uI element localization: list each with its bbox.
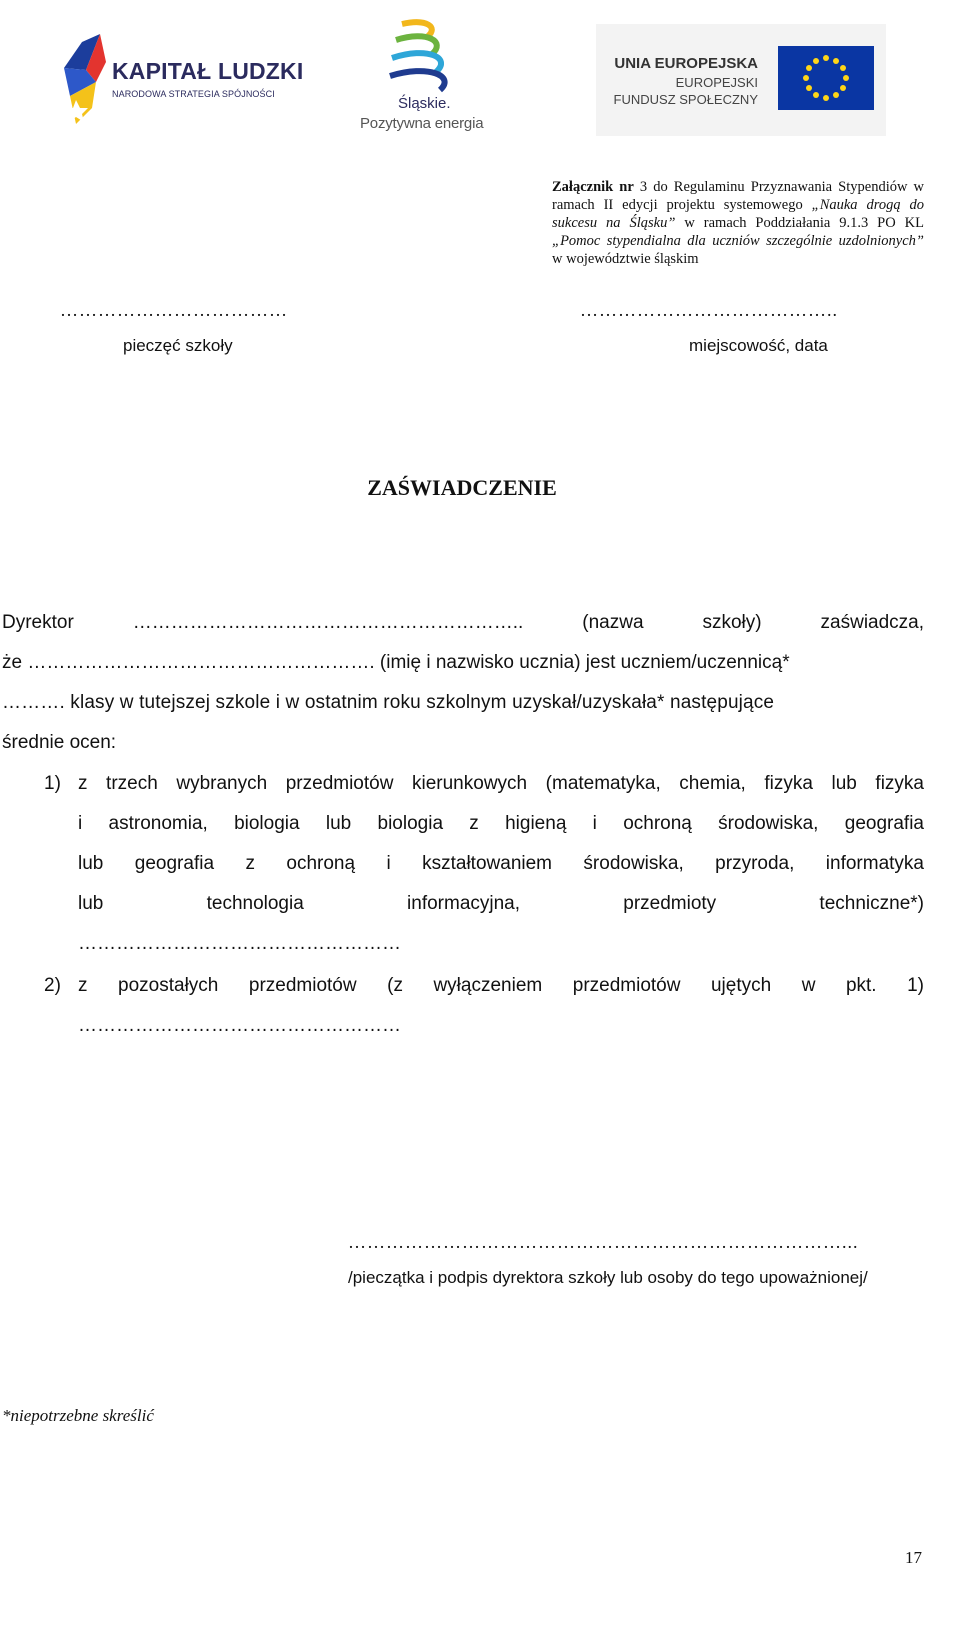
school-name-hint: (nazwa szkoły) bbox=[582, 612, 762, 633]
annex-text-2: w ramach Poddziałania 9.1.3 PO KL bbox=[675, 215, 924, 231]
eu-logo bbox=[596, 24, 886, 136]
item-1-line: z trzech wybranych przedmiotów kierunkowych (matematyka, chemia, fizyka lub fizyka bbox=[78, 773, 924, 794]
item-2-number: 2) bbox=[44, 975, 61, 996]
kapital-ludzki-subtitle: NARODOWA STRATEGIA SPÓJNOŚCI bbox=[112, 89, 275, 99]
certifies-text: zaświadcza, bbox=[820, 612, 925, 633]
body-line-1 bbox=[2, 603, 924, 643]
item-1-line: lub geografia z ochroną i kształtowaniem środowiska, przyroda, informatyka bbox=[78, 853, 924, 874]
body-line-3: ………. klasy w tutejszej szkole i w ostatnim roku szkolnym uzyskał/uzyskała* następujące bbox=[2, 692, 775, 713]
item-1 bbox=[78, 764, 924, 964]
annex-text-3: w województwie śląskim bbox=[552, 251, 699, 267]
director-label: Dyrektor bbox=[2, 612, 74, 633]
school-stamp-dots: ……………………………… bbox=[60, 300, 288, 320]
item-2 bbox=[78, 966, 924, 1046]
school-name-dots: …………………………………………………….. bbox=[132, 612, 524, 633]
school-stamp-label: pieczęć szkoły bbox=[123, 336, 233, 355]
slaskie-logo bbox=[360, 18, 490, 138]
page-number: 17 bbox=[905, 1548, 922, 1567]
item-1-number: 1) bbox=[44, 773, 61, 794]
eu-line-1: UNIA EUROPEJSKA bbox=[614, 55, 758, 72]
signature-label: /pieczątka i podpis dyrektora szkoły lub osoby do tego upoważnionej/ bbox=[348, 1268, 868, 1287]
kapital-ludzki-logo bbox=[62, 30, 304, 134]
annex-text-1: 3 do Regulaminu Przyznawania Stypendiów w ramach II edycji projektu systemowego bbox=[552, 179, 924, 213]
item-2-line: z pozostałych przedmiotów (z wyłączeniem przedmiotów ujętych w pkt. 1) bbox=[78, 975, 924, 996]
annex-note bbox=[552, 178, 924, 268]
annex-label: Załącznik nr bbox=[552, 179, 634, 195]
eu-line-3: FUNDUSZ SPOŁECZNY bbox=[613, 92, 758, 107]
item-1-line: i astronomia, biologia lub biologia z higieną i ochroną środowiska, geografia bbox=[78, 813, 924, 834]
eu-flag-icon bbox=[778, 46, 874, 110]
certificate-body bbox=[2, 603, 924, 763]
kapital-ludzki-emblem-icon bbox=[62, 30, 110, 134]
document-title: ZAŚWIADCZENIE bbox=[367, 475, 557, 500]
annex-project-name: „Nauka drogą do sukcesu na Śląsku” bbox=[552, 197, 924, 231]
body-line-4: średnie ocen: bbox=[2, 732, 117, 753]
body-line-2: że ………………………………………………. (imię i nazwisko ucznia) jest uczniem/uczennicą* bbox=[2, 652, 790, 673]
annex-measure-name: „Pomoc stypendialna dla uczniów szczególnie uzdolnionych” bbox=[552, 233, 924, 249]
signature-dots: ……………………………………………………………………... bbox=[348, 1232, 859, 1252]
kapital-ludzki-title: KAPITAŁ LUDZKI bbox=[112, 58, 304, 84]
footnote: *niepotrzebne skreślić bbox=[2, 1406, 154, 1425]
slaskie-name: Śląskie. bbox=[398, 95, 451, 112]
place-date-label: miejscowość, data bbox=[689, 336, 828, 355]
place-date-dots: ………………………………….. bbox=[580, 300, 838, 320]
item-1-dots: …………………………………………… bbox=[78, 933, 401, 954]
item-2-dots: …………………………………………… bbox=[78, 1015, 401, 1036]
item-1-line: lub technologia informacyjna, przedmioty techniczne*) bbox=[78, 893, 924, 914]
slaskie-tagline: Pozytywna energia bbox=[360, 115, 484, 132]
eu-line-2: EUROPEJSKI bbox=[675, 75, 758, 90]
slaskie-waves-icon bbox=[388, 18, 460, 94]
